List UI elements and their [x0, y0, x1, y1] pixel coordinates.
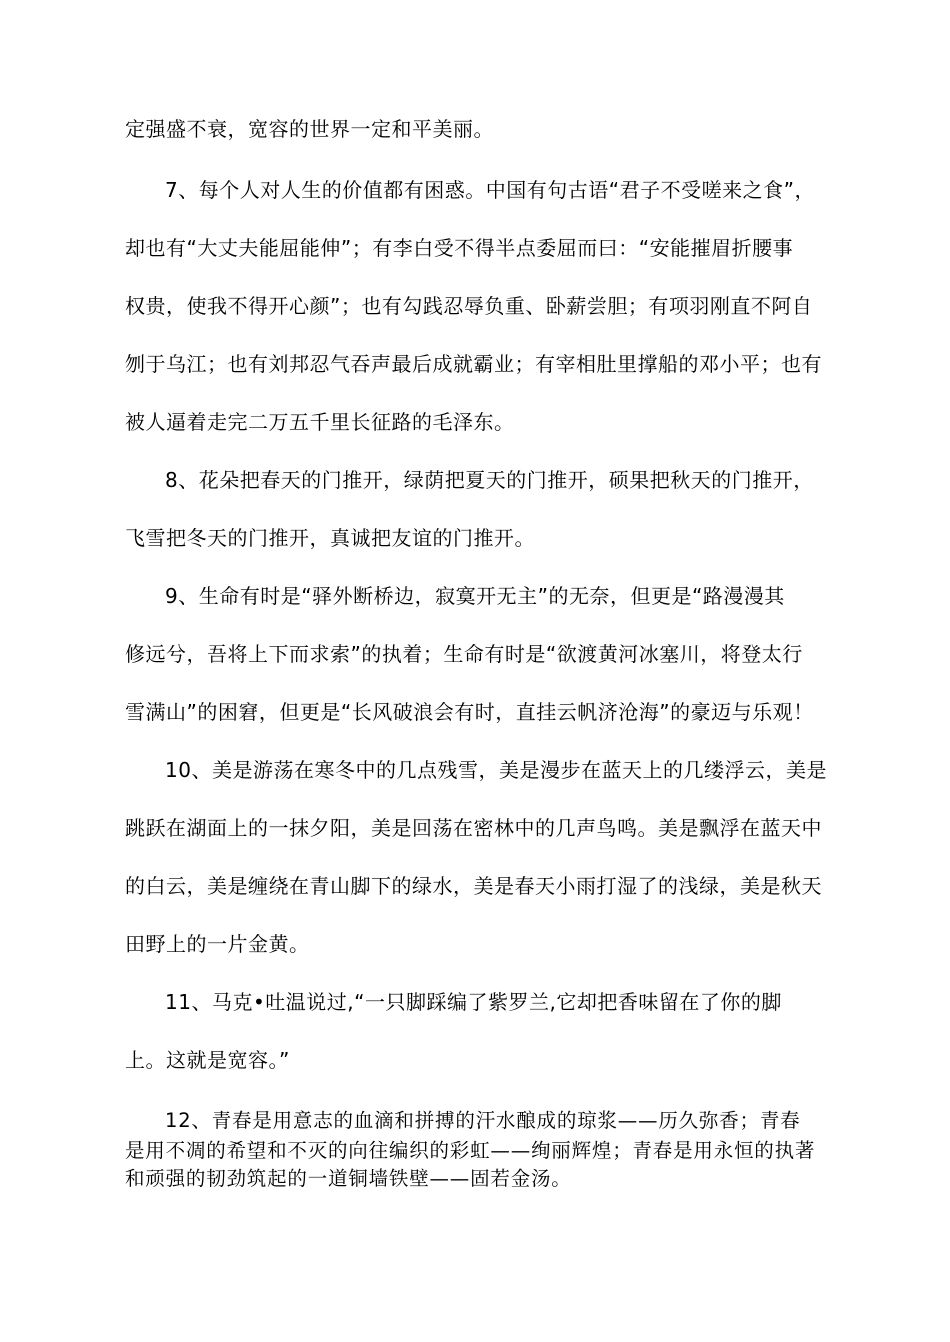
paragraph-11-line: 上。这就是宽容。”	[125, 1048, 290, 1072]
paragraph-7-line: 权贵，使我不得开心颜”；也有勾践忍辱负重、卧薪尝胆；有项羽刚直不阿自	[125, 294, 813, 318]
paragraph-9-line: 雪满山”的困窘，但更是“长风破浪会有时，直挂云帆济沧海”的豪迈与乐观！	[125, 700, 814, 724]
paragraph-10-line: 跳跃在湖面上的一抹夕阳，美是回荡在密林中的几声鸟鸣。美是飘浮在蓝天中	[125, 816, 822, 840]
paragraph-10-line: 10、美是游荡在寒冬中的几点残雪，美是漫步在蓝天上的几缕浮云，美是	[165, 758, 827, 782]
paragraph-10-line: 田野上的一片金黄。	[125, 932, 310, 956]
paragraph-9-line: 修远兮，吾将上下而求索”的执着；生命有时是“欲渡黄河冰塞川，将登太行	[125, 642, 803, 666]
paragraph-12-line: 和顽强的韧劲筑起的一道铜墙铁壁——固若金汤。	[125, 1167, 572, 1190]
text-line: 定强盛不衰，宽容的世界一定和平美丽。	[125, 117, 494, 141]
paragraph-7-line: 被人逼着走完二万五千里长征路的毛泽东。	[125, 410, 515, 434]
paragraph-9-line: 9、生命有时是“驿外断桥边，寂寞开无主”的无奈，但更是“路漫漫其	[165, 584, 785, 608]
paragraph-8-line: 8、花朵把春天的门推开，绿荫把夏天的门推开，硕果把秋天的门推开，	[165, 468, 814, 492]
paragraph-8-line: 飞雪把冬天的门推开，真诚把友谊的门推开。	[125, 526, 535, 550]
paragraph-7-line: 7、每个人对人生的价值都有困惑。中国有句古语“君子不受嗟来之食”，	[165, 178, 815, 202]
paragraph-12-line: 12、青春是用意志的血滴和拼搏的汗水酿成的琼浆——历久弥香；青春	[165, 1109, 801, 1132]
paragraph-10-line: 的白云，美是缠绕在青山脚下的绿水，美是春天小雨打湿了的浅绿，美是秋天	[125, 874, 822, 898]
paragraph-7-line: 刎于乌江；也有刘邦忍气吞声最后成就霸业；有宰相肚里撑船的邓小平；也有	[125, 352, 822, 376]
paragraph-11-line: 11、马克•吐温说过,“一只脚踩编了紫罗兰,它却把香味留在了你的脚	[165, 990, 782, 1014]
paragraph-12-line: 是用不凋的希望和不灭的向往编织的彩虹——绚丽辉煌；青春是用永恒的执著	[125, 1139, 816, 1162]
paragraph-7-line: 却也有“大丈夫能屈能伸”；有李白受不得半点委屈而曰：“安能摧眉折腰事	[125, 236, 794, 260]
